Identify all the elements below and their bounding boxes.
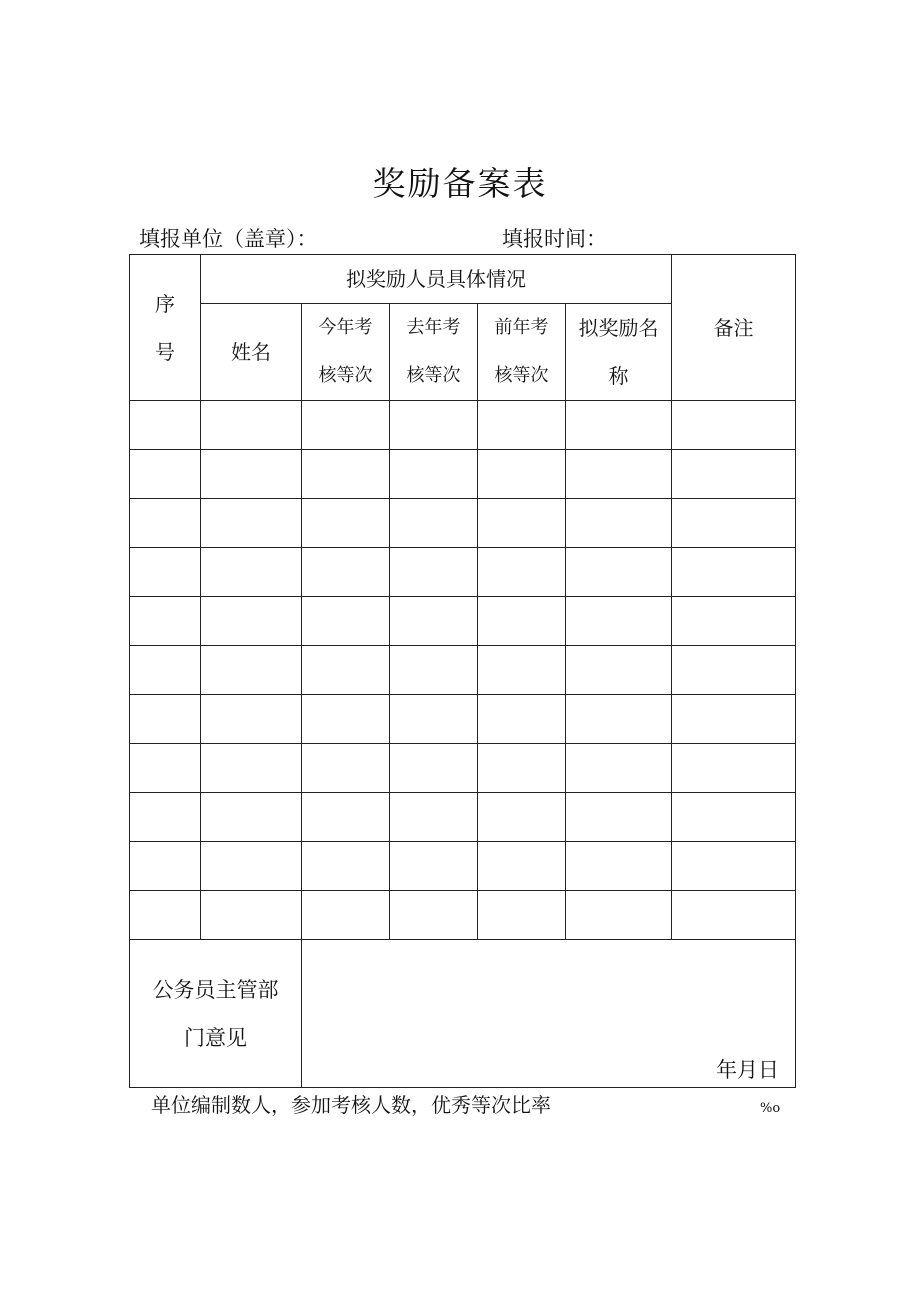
opinion-input-cell[interactable] xyxy=(302,940,796,1088)
cell-seq[interactable] xyxy=(130,793,201,842)
cell-name[interactable] xyxy=(201,695,302,744)
table-row xyxy=(130,499,796,548)
opinion-label-line2: 门意见 xyxy=(184,1025,247,1050)
cell-this-year[interactable] xyxy=(302,548,390,597)
cell-award[interactable] xyxy=(566,401,672,450)
cell-seq[interactable] xyxy=(130,744,201,793)
cell-last-year[interactable] xyxy=(390,744,478,793)
cell-award[interactable] xyxy=(566,597,672,646)
header-prev-year-line1: 前年考 xyxy=(494,317,549,338)
header-this-year-rating xyxy=(302,304,390,401)
cell-prev-year[interactable] xyxy=(478,646,566,695)
cell-name[interactable] xyxy=(201,891,302,940)
table-row xyxy=(130,450,796,499)
cell-award[interactable] xyxy=(566,548,672,597)
opinion-row xyxy=(130,940,796,1088)
cell-last-year[interactable] xyxy=(390,695,478,744)
header-this-year-line2: 核等次 xyxy=(318,365,373,386)
table-row xyxy=(130,842,796,891)
header-seq xyxy=(130,255,201,401)
cell-seq[interactable] xyxy=(130,499,201,548)
cell-prev-year[interactable] xyxy=(478,744,566,793)
cell-this-year[interactable] xyxy=(302,646,390,695)
cell-remark[interactable] xyxy=(672,744,796,793)
cell-name[interactable] xyxy=(201,401,302,450)
fill-unit-label: 填报单位（盖章）： xyxy=(139,227,318,251)
cell-this-year[interactable] xyxy=(302,597,390,646)
header-this-year-line1: 今年考 xyxy=(318,317,373,338)
cell-award[interactable] xyxy=(566,891,672,940)
cell-name[interactable] xyxy=(201,597,302,646)
cell-seq[interactable] xyxy=(130,450,201,499)
cell-remark[interactable] xyxy=(672,548,796,597)
cell-remark[interactable] xyxy=(672,646,796,695)
cell-award[interactable] xyxy=(566,695,672,744)
cell-this-year[interactable] xyxy=(302,499,390,548)
cell-prev-year[interactable] xyxy=(478,842,566,891)
table-row xyxy=(130,744,796,793)
cell-this-year[interactable] xyxy=(302,450,390,499)
cell-seq[interactable] xyxy=(130,695,201,744)
cell-award[interactable] xyxy=(566,793,672,842)
table-row xyxy=(130,695,796,744)
header-remark: 备注 xyxy=(672,255,796,401)
opinion-date: 年月日 xyxy=(716,1058,780,1082)
footer-per-mille-mark: %o xyxy=(760,1101,781,1116)
cell-last-year[interactable] xyxy=(390,401,478,450)
header-last-year-line2: 核等次 xyxy=(406,365,461,386)
cell-last-year[interactable] xyxy=(390,548,478,597)
header-last-year-line1: 去年考 xyxy=(406,317,461,338)
cell-award[interactable] xyxy=(566,499,672,548)
header-seq-line1: 序 xyxy=(155,291,175,316)
cell-this-year[interactable] xyxy=(302,744,390,793)
cell-last-year[interactable] xyxy=(390,499,478,548)
cell-seq[interactable] xyxy=(130,646,201,695)
cell-name[interactable] xyxy=(201,499,302,548)
cell-prev-year[interactable] xyxy=(478,548,566,597)
header-row-group xyxy=(130,255,796,304)
cell-last-year[interactable] xyxy=(390,793,478,842)
cell-remark[interactable] xyxy=(672,499,796,548)
opinion-label-cell xyxy=(130,940,302,1088)
cell-last-year[interactable] xyxy=(390,450,478,499)
cell-seq[interactable] xyxy=(130,891,201,940)
cell-prev-year[interactable] xyxy=(478,793,566,842)
cell-this-year[interactable] xyxy=(302,793,390,842)
cell-this-year[interactable] xyxy=(302,401,390,450)
cell-prev-year[interactable] xyxy=(478,499,566,548)
header-last-year-rating xyxy=(390,304,478,401)
cell-seq[interactable] xyxy=(130,548,201,597)
header-seq-line2: 号 xyxy=(155,339,175,364)
cell-remark[interactable] xyxy=(672,695,796,744)
cell-award[interactable] xyxy=(566,646,672,695)
cell-last-year[interactable] xyxy=(390,646,478,695)
cell-prev-year[interactable] xyxy=(478,891,566,940)
footer-statistics-text: 单位编制数人，参加考核人数，优秀等次比率 xyxy=(151,1093,551,1117)
cell-remark[interactable] xyxy=(672,450,796,499)
cell-last-year[interactable] xyxy=(390,842,478,891)
cell-name[interactable] xyxy=(201,646,302,695)
table-row xyxy=(130,891,796,940)
cell-this-year[interactable] xyxy=(302,842,390,891)
header-name: 姓名 xyxy=(201,304,302,401)
cell-remark[interactable] xyxy=(672,891,796,940)
table-row xyxy=(130,793,796,842)
cell-this-year[interactable] xyxy=(302,695,390,744)
cell-remark[interactable] xyxy=(672,793,796,842)
cell-seq[interactable] xyxy=(130,597,201,646)
opinion-label-line1: 公务员主管部 xyxy=(152,977,279,1002)
cell-name[interactable] xyxy=(201,744,302,793)
table-row xyxy=(130,548,796,597)
cell-this-year[interactable] xyxy=(302,891,390,940)
award-record-table xyxy=(129,254,796,1088)
cell-name[interactable] xyxy=(201,793,302,842)
page-title: 奖励备案表 xyxy=(372,164,548,203)
cell-remark[interactable] xyxy=(672,401,796,450)
cell-prev-year[interactable] xyxy=(478,401,566,450)
cell-name[interactable] xyxy=(201,548,302,597)
cell-name[interactable] xyxy=(201,450,302,499)
cell-seq[interactable] xyxy=(130,401,201,450)
cell-prev-year[interactable] xyxy=(478,450,566,499)
cell-remark[interactable] xyxy=(672,842,796,891)
cell-seq[interactable] xyxy=(130,842,201,891)
cell-award[interactable] xyxy=(566,450,672,499)
cell-prev-year[interactable] xyxy=(478,597,566,646)
cell-last-year[interactable] xyxy=(390,597,478,646)
table-row xyxy=(130,646,796,695)
award-record-table-wrapper xyxy=(129,254,795,1088)
cell-last-year[interactable] xyxy=(390,891,478,940)
header-award-title xyxy=(566,304,672,401)
header-award-line2: 称 xyxy=(608,364,629,388)
table-body xyxy=(130,255,796,1088)
fill-time-label: 填报时间： xyxy=(502,227,607,251)
table-row xyxy=(130,401,796,450)
cell-award[interactable] xyxy=(566,842,672,891)
cell-award[interactable] xyxy=(566,744,672,793)
header-group-award-persons: 拟奖励人员具体情况 xyxy=(201,255,672,304)
header-prev-year-line2: 核等次 xyxy=(494,365,549,386)
cell-remark[interactable] xyxy=(672,597,796,646)
header-award-line1: 拟奖励名 xyxy=(578,316,659,340)
cell-name[interactable] xyxy=(201,842,302,891)
cell-prev-year[interactable] xyxy=(478,695,566,744)
table-row xyxy=(130,597,796,646)
header-prev-year-rating xyxy=(478,304,566,401)
